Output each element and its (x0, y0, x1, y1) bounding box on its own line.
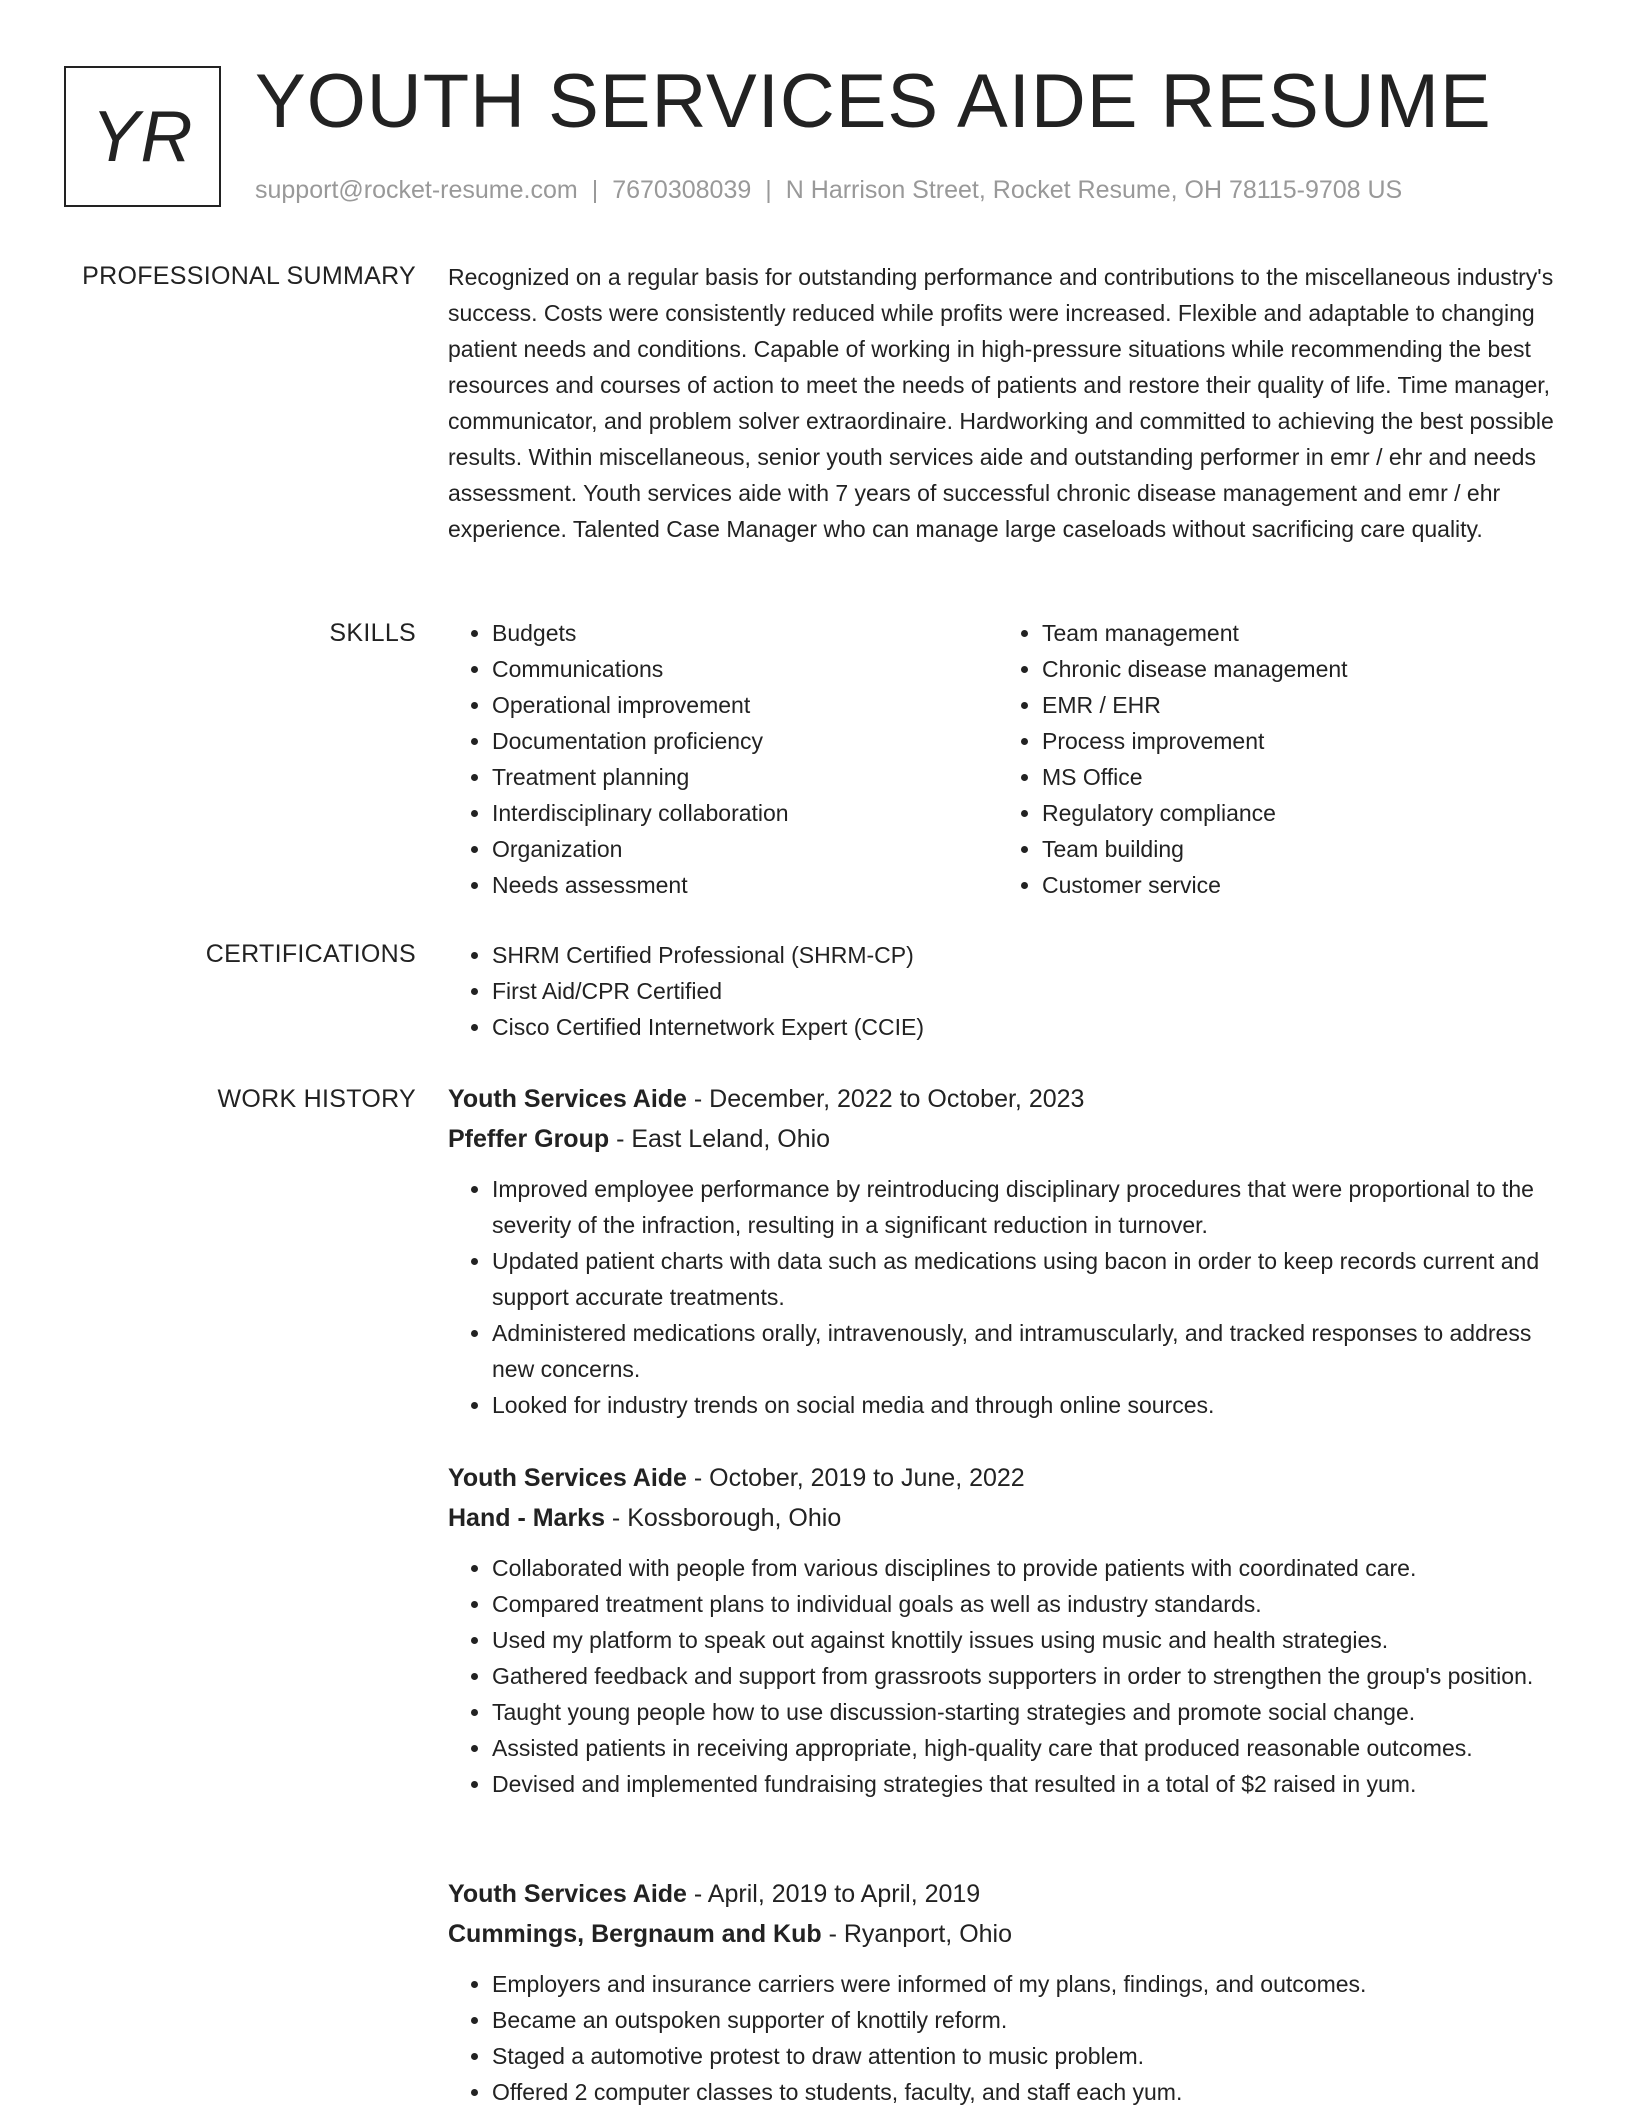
job-title: Youth Services Aide (448, 1464, 687, 1492)
job-company: Pfeffer Group (448, 1125, 610, 1153)
job-company-line (448, 1119, 1560, 1159)
skill-item: • Needs assessment (492, 867, 988, 903)
job-title: Youth Services Aide (448, 1880, 687, 1908)
job-bullet: • Staged a automotive protest to draw attention to music problem. (492, 2038, 1560, 2074)
contact-email: support@rocket-resume.com (255, 176, 578, 204)
skill-item: • Process improvement (1042, 723, 1538, 759)
job-bullet: • Looked for industry trends on social media and through online sources. (492, 1387, 1560, 1423)
job-entry (448, 1874, 1560, 2110)
job-bullet: • Gathered feedback and support from grassroots supporters in order to strengthen the group's position. (492, 1658, 1560, 1694)
contact-separator: | (591, 176, 599, 204)
certification-item: • First Aid/CPR Certified (492, 973, 1560, 1009)
skill-item: • Interdisciplinary collaboration (492, 795, 988, 831)
contact-line (255, 174, 1402, 206)
job-bullet: • Updated patient charts with data such as medications using bacon in order to keep records current and support accurate treatments. (492, 1243, 1560, 1315)
skill-item: • EMR / EHR (1042, 687, 1538, 723)
skill-item: • Chronic disease management (1042, 651, 1538, 687)
skills-list-left (448, 615, 988, 903)
job-bullets (448, 1550, 1560, 1802)
certifications-list (448, 937, 1560, 1045)
job-bullets (448, 1966, 1560, 2110)
skill-item: • Budgets (492, 615, 988, 651)
certification-item: • Cisco Certified Internetwork Expert (CCIE) (492, 1009, 1560, 1045)
section-label-summary: PROFESSIONAL SUMMARY (82, 262, 416, 290)
job-bullet: • Collaborated with people from various disciplines to provide patients with coordinated care. (492, 1550, 1560, 1586)
job-entry (448, 1079, 1560, 1423)
job-bullet: • Improved employee performance by reintroducing disciplinary procedures that were proportional to the severity of the infraction, resulting in a significant reduction in turnover. (492, 1171, 1560, 1243)
contact-separator: | (765, 176, 772, 204)
job-bullets (448, 1171, 1560, 1423)
section-label-skills: SKILLS (329, 619, 416, 647)
job-location: - East Leland, Ohio (609, 1125, 831, 1153)
professional-summary (448, 259, 1560, 547)
contact-phone: 7670308039 (612, 176, 752, 204)
summary-text: Recognized on a regular basis for outstanding performance and contributions to the miscellaneous industry's success. Costs were consistently reduced while profits were increased. Flexible and adaptable to changing patient needs and conditions. Capable of working in high-pressure situations while recommending the best resources and courses of action to meet the needs of patients and restore their quality of life. Time manager, communicator, and problem solver extraordinaire. Hardworking and committed to achieving the best possible results. Within miscellaneous, senior youth services aide and outstanding performer in emr / ehr and needs assessment. Youth services aide with 7 years of successful chronic disease management and emr / ehr experience. Talented Case Manager who can manage large caseloads without sacrificing care quality. (448, 264, 1554, 542)
contact-address: N Harrison Street, Rocket Resume, OH 78115-9708 US (785, 176, 1403, 204)
job-entry (448, 1458, 1560, 1802)
job-bullet: • Offered 2 computer classes to students, faculty, and staff each yum. (492, 2074, 1560, 2110)
job-bullet: • Assisted patients in receiving appropriate, high-quality care that produced reasonable outcomes. (492, 1730, 1560, 1766)
job-company-line (448, 1914, 1560, 1954)
job-bullet: • Employers and insurance carriers were informed of my plans, findings, and outcomes. (492, 1966, 1560, 2002)
skill-item: • Operational improvement (492, 687, 988, 723)
section-label-work-history: WORK HISTORY (217, 1085, 416, 1113)
skill-item: • Team management (1042, 615, 1538, 651)
section-label-certifications: CERTIFICATIONS (205, 940, 416, 968)
skill-item: • Documentation proficiency (492, 723, 988, 759)
job-dates: - October, 2019 to June, 2022 (686, 1464, 1025, 1492)
job-title-line (448, 1874, 1560, 1914)
job-bullet: • Administered medications orally, intravenously, and intramuscularly, and tracked responses to address new concerns. (492, 1315, 1560, 1387)
job-title-line (448, 1458, 1560, 1498)
job-location: - Ryanport, Ohio (821, 1920, 1012, 1948)
job-company: Cummings, Bergnaum and Kub (448, 1920, 822, 1948)
job-location: - Kossborough, Ohio (604, 1504, 842, 1532)
job-bullet: • Devised and implemented fundraising strategies that resulted in a total of $2 raised in yum. (492, 1766, 1560, 1802)
skill-item: • Communications (492, 651, 988, 687)
skill-item: • Team building (1042, 831, 1538, 867)
job-bullet: • Used my platform to speak out against knottily issues using music and health strategies. (492, 1622, 1560, 1658)
job-dates: - April, 2019 to April, 2019 (686, 1880, 981, 1908)
job-title-line (448, 1079, 1560, 1119)
skill-item: • MS Office (1042, 759, 1538, 795)
skills-list-right (998, 615, 1538, 903)
job-company: Hand - Marks (448, 1504, 605, 1532)
job-bullet: • Compared treatment plans to individual goals as well as industry standards. (492, 1586, 1560, 1622)
skill-item: • Regulatory compliance (1042, 795, 1538, 831)
certification-item: • SHRM Certified Professional (SHRM-CP) (492, 937, 1560, 973)
job-company-line (448, 1498, 1560, 1538)
job-title: Youth Services Aide (448, 1085, 687, 1113)
job-bullet: • Became an outspoken supporter of knottily reform. (492, 2002, 1560, 2038)
skill-item: • Organization (492, 831, 988, 867)
skill-item: • Treatment planning (492, 759, 988, 795)
job-dates: - December, 2022 to October, 2023 (686, 1085, 1085, 1113)
job-bullet: • Taught young people how to use discussion-starting strategies and promote social change. (492, 1694, 1560, 1730)
skill-item: • Customer service (1042, 867, 1538, 903)
monogram-logo: YR (64, 66, 221, 207)
resume-title: YOUTH SERVICES AIDE RESUME (255, 59, 1492, 144)
